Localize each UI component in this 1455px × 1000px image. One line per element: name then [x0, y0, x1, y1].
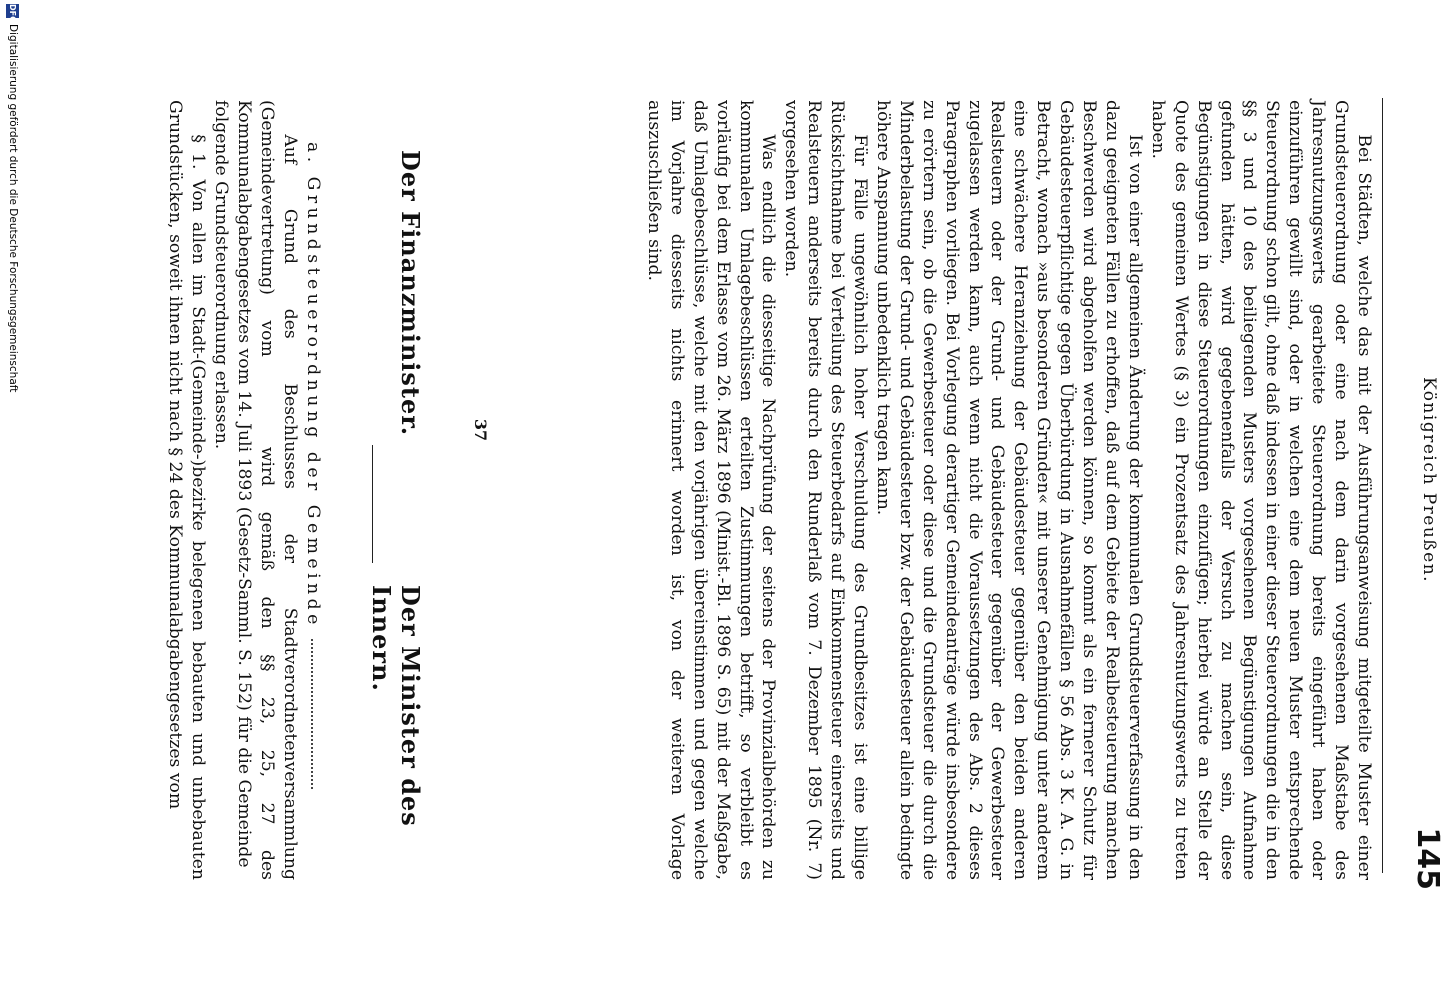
model-tax-ordinance: [164, 100, 325, 880]
credit-text: Digitalisierung gefördert durch die Deutsche Forschungsgemeinschaft: [7, 24, 19, 393]
signature-mark: 37: [471, 418, 490, 442]
dfg-logo: DFG: [8, 4, 17, 23]
preamble-part-1: Auf Grund des Beschlusses der Stadtverordnetenversammlung (Gemeindevertretung) vom: [257, 100, 300, 880]
ordinance-heading: [301, 142, 325, 880]
signature-block: [367, 100, 430, 880]
page-number: 145: [1410, 827, 1445, 890]
signature-finance-minister: Der Finanzminister.: [396, 150, 425, 437]
paragraph-4: Was endlich die diesseitige Nachprüfung der seitens der Provinzialbehörden zu kommunalen Umlagebeschlüssen erteilten Zustimmungen betrifft, so verbleibt es vorläufig bei dem Erlasse vom 26. März 1896 (Minist.-Bl. 1896 S. 65) mit der Maßgabe, daß Umlagebeschlüsse, welche mit den vorjährigen übereinstimmen und gegen welche im Vorjahre diesseits nichts erinnert worden ist, von der weiteren Vorlage auszuschließen sind.: [643, 100, 779, 880]
body-text: [642, 100, 1375, 880]
running-head: [1401, 80, 1445, 890]
header-rule: [1382, 98, 1383, 873]
paragraph-1: Bei Städten, welche das mit der Ausführungsanweisung mitgeteilte Muster einer Grundsteuerordnung oder eine nach dem darin vorgesehenen Maßstabe des Jahresnutzungswerts gearbeitete Steuerordnung bereits eingeführt haben oder einzuführen gewillt sind, oder in welchen eine dem neuen Muster entsprechende Steuerordnung schon gilt, ohne daß indessen in einer dieser Steuerordnungen die in den §§ 3 und 10 des beiliegenden Musters vorgesehenen Begünstigungen Aufnahme gefunden hätten, wird gegebenenfalls der Versuch zu machen sein, diese Begünstigungen in diese Steuerordnungen einzufügen; hierbei würde an Stelle der Quote des gemeinen Wertes (§ 3) ein Prozentsatz des Jahresnutzungswerts zu treten haben.: [1147, 100, 1374, 880]
blank-municipality-name: [312, 639, 314, 789]
ordinance-preamble-end: folgende Grundsteuerordnung erlassen.: [211, 100, 232, 450]
signature-interior-minister: Der Minister des Innern.: [367, 585, 425, 827]
paragraph-3: Für Fälle ungewöhnlich hoher Verschuldung des Grundbesitzes ist eine billige Rücksichtnahme bei Verteilung des Steuerbedarfs auf Einkommensteuer einerseits und Realsteuern anderseits bereits durch den Runderlaß vom 7. Dezember 1895 (Nr. 7) vorgesehen worden.: [781, 100, 871, 880]
ordinance-heading-text: a. Grundsteuerordnung der Gemeinde: [303, 142, 323, 629]
ordinance-section-1: § 1. Von allen im Stadt-(Gemeinde-)bezirke belegenen bebauten und unbebauten Grundstücken, soweit ihnen nicht nach § 24 des Kommunalabgabengesetzes vom: [165, 100, 209, 880]
digitization-credit: [2, 0, 22, 1000]
paragraph-2: Ist von einer allgemeinen Änderung der kommunalen Grundsteuerverfassung in den dazu geeigneten Fällen zu erhoffen, daß auf dem Gebiete der Realbesteuerung manchen Beschwerden wird abgeholfen werden können, so kommt als ein fernerer Schutz für Gebäudesteuerpflichtige gegen Überbürdung in Ausnahmefällen § 56 Abs. 3 K. A. G. in Betracht, wonach »aus besonderen Gründen« mit unserer Genehmigung unter anderem eine schwächere Heranziehung der Gebäudesteuer gegenüber den beiden anderen Realsteuern oder der Grund- und Gebäudesteuer gegenüber der Gewerbesteuer zugelassen werden kann, auch wenn nicht die Voraussetzungen des Abs. 2 dieses Paragraphen vorliegen. Bei Vorlegung derartiger Gemeindeanträge würde insbesondere zu erörtern sein, ob die Gewerbesteuer oder diese und die Grundsteuer die durch die Minderbelastung der Grund- und Gebäudesteuer bzw. der Gebäudesteuer allein bedingte höhere Anspannung unbedenklich tragen kann.: [872, 100, 1145, 880]
page-footer: [460, 80, 490, 780]
preamble-part-2: wird gemäß den §§ 23, 25, 27 des Kommunalabgabengesetzes vom 14. Juli 1893 (Gesetz-Samml. S. 152) für die Gemeinde: [234, 100, 278, 880]
ordinance-preamble: [232, 100, 301, 880]
section-divider: [372, 445, 373, 563]
running-head-title: Königreich Preußen.: [1419, 376, 1439, 584]
